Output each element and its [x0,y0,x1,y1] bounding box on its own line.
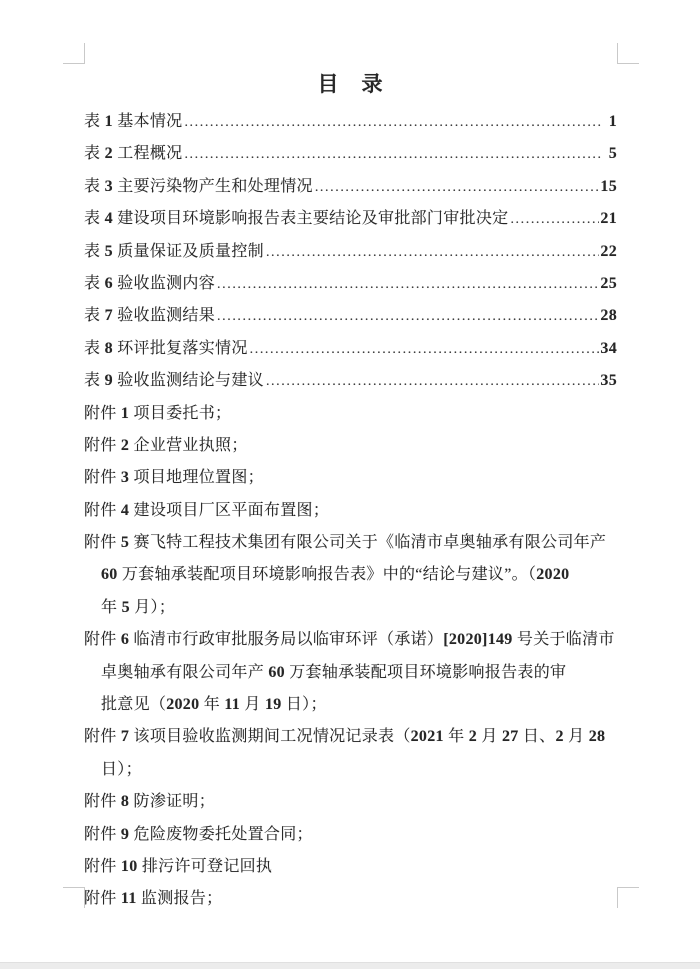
toc-entry-page: 35 [600,372,617,390]
text-boundary-mark-bottom-right [617,887,639,908]
dot-leader [266,236,599,268]
dot-leader [184,106,602,138]
dot-leader [250,333,600,365]
attachment-line: 附件 9 危险废物委托处置合同； [84,825,313,843]
toc-entry [84,300,617,332]
attachment-line-continuation: 批意见（2020 年 11 月 19 日）； [101,696,327,714]
toc-list [84,106,617,398]
attachment-line: 附件 11 监测报告； [84,890,223,908]
attachment-list [84,398,617,916]
toc-entry-page: 1 [608,113,617,130]
toc-entry [84,333,617,365]
toc-entry-label: 表 7 验收监测结果 [84,307,216,325]
attachment-line-continuation: 日）； [101,760,142,778]
attachment-line: 附件 5 赛飞特工程技术集团有限公司关于《临清市卓奥轴承有限公司年产 [84,534,607,552]
toc-entry-page: 15 [600,177,617,195]
dot-leader [315,171,600,203]
toc-entry-page: 34 [600,339,617,357]
text-boundary-mark-top-left [63,43,85,64]
toc-entry-page: 5 [608,145,617,163]
toc-entry-page: 21 [600,210,617,228]
attachment-line: 附件 4 建设项目厂区平面布置图； [84,501,330,519]
toc-entry-label: 表 5 质量保证及质量控制 [84,242,264,260]
toc-entry-label: 表 6 验收监测内容 [84,274,216,292]
toc-entry [84,106,617,138]
attachment-line: 附件 6 临清市行政审批服务局以临审环评（承诺）[2020]149 号关于临清市 [84,631,615,649]
toc-entry [84,203,617,235]
dot-leader [266,365,599,397]
toc-entry [84,171,617,203]
toc-entry-label: 表 1 基本情况 [84,113,183,130]
toc-entry-page: 22 [600,242,617,260]
attachment-line: 附件 7 该项目验收监测期间工况情况记录表（2021 年 2 月 27 日、2 月 28 [84,728,606,746]
toc-entry [84,365,617,397]
dot-leader [217,300,599,332]
dot-leader [217,268,599,300]
attachment-line-continuation: 60 万套轴承装配项目环境影响报告表》中的“结论与建议”。（2020 [101,566,570,584]
text-boundary-mark-bottom-left [63,887,85,908]
toc-entry-page: 25 [600,274,617,292]
toc-entry-label: 表 2 工程概况 [84,145,183,163]
attachment-line: 附件 10 排污许可登记回执 [84,857,273,875]
toc-entry [84,236,617,268]
attachment-line: 附件 3 项目地理位置图； [84,469,264,487]
text-boundary-mark-top-right [617,43,639,64]
toc-entry-label: 表 4 建设项目环境影响报告表主要结论及审批部门审批决定 [84,210,509,228]
toc-entry [84,268,617,300]
toc-content [84,63,617,916]
dot-leader [510,203,599,235]
toc-entry-label: 表 3 主要污染物产生和处理情况 [84,177,313,195]
toc-entry [84,138,617,170]
attachment-line: 附件 8 防渗证明； [84,793,216,811]
attachment-line-continuation: 年 5 月）； [101,598,176,616]
attachment-line-continuation: 卓奥轴承有限公司年产 60 万套轴承装配项目环境影响报告表的审 [101,663,567,681]
page-bottom-edge [0,962,700,969]
toc-entry-label: 表 8 环评批复落实情况 [84,339,248,357]
toc-entry-label: 表 9 验收监测结论与建议 [84,372,264,390]
attachment-line: 附件 1 项目委托书； [84,404,232,422]
toc-entry-page: 28 [600,307,617,325]
page-title: 目 录 [317,72,384,96]
dot-leader [184,138,602,170]
attachment-line: 附件 2 企业营业执照； [84,436,248,454]
